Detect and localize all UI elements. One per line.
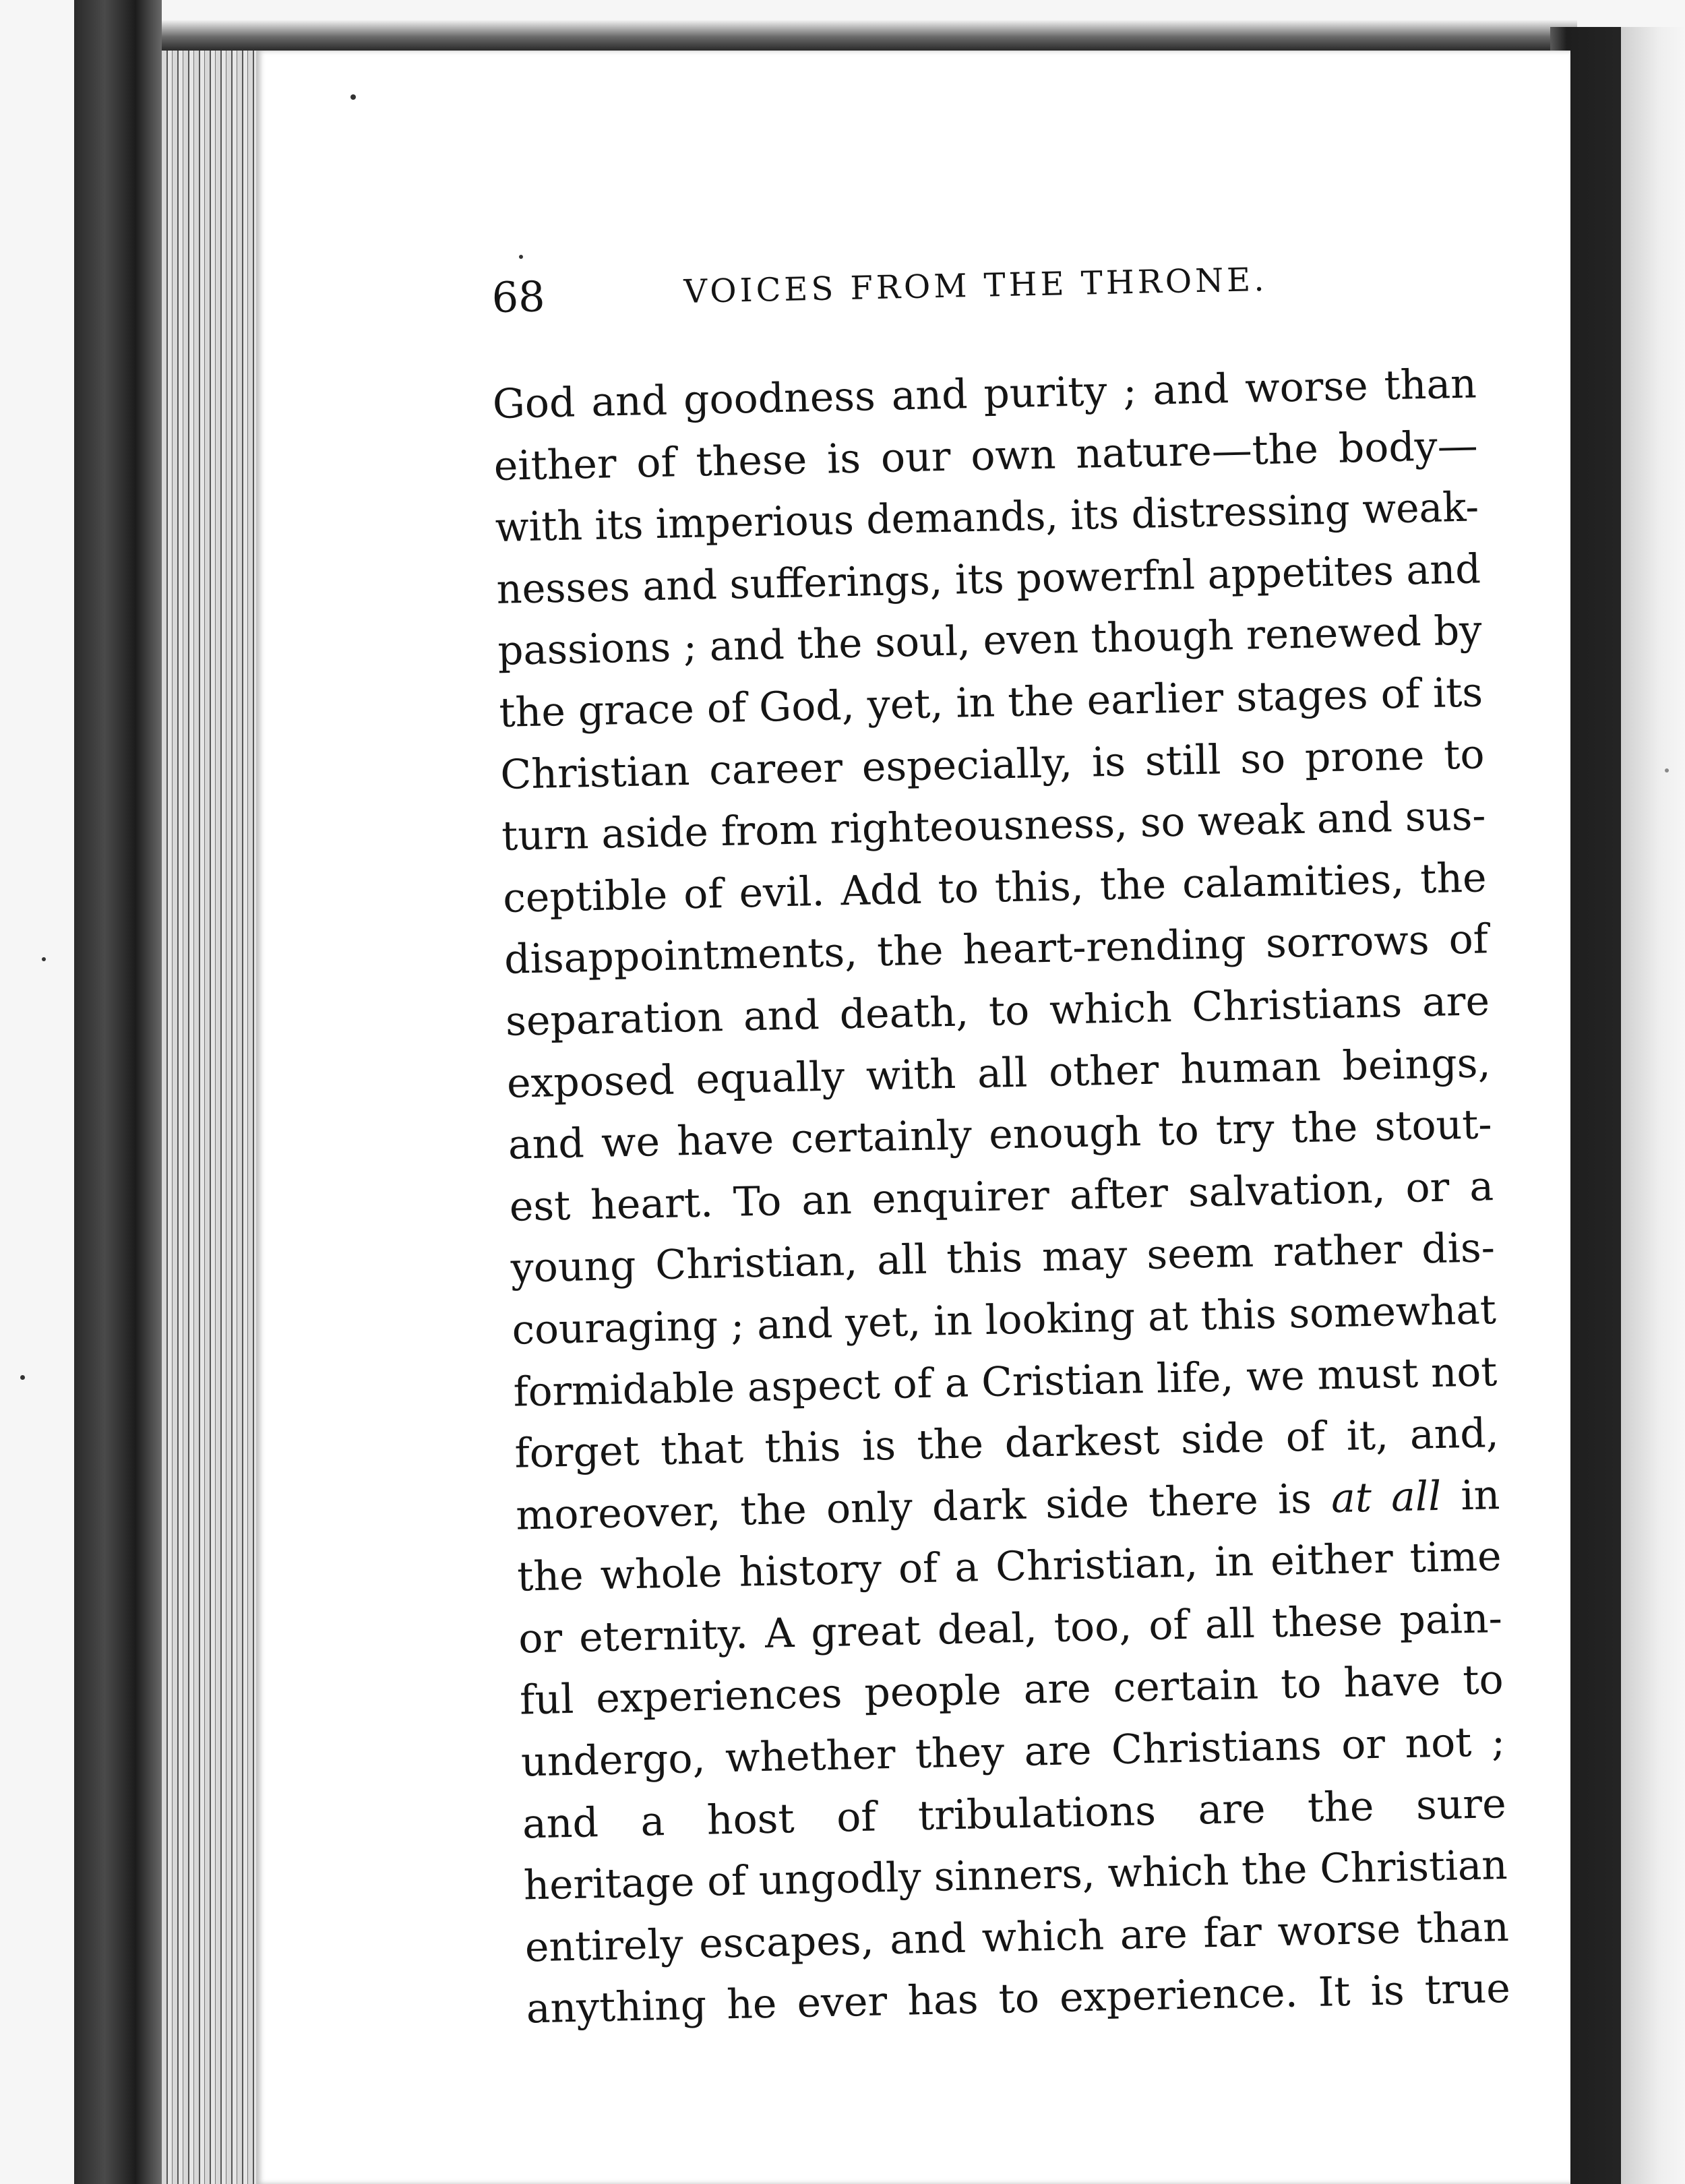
text-line: young Christian, all this may seem rather dis- (510, 1224, 1496, 1293)
italic-emphasis: at all (1330, 1472, 1442, 1522)
text-line: and we have certainly enough to try the stout- (508, 1101, 1493, 1169)
text-line: heritage of ungodly sinners, which the Christian (523, 1842, 1508, 1910)
text-line: with its imperious demands, its distressing weak- (495, 483, 1479, 552)
scan-speck (1665, 768, 1669, 772)
text-line: passions ; and the soul, even though renewed by (497, 607, 1483, 675)
text-line: separation and death, to which Christians are (505, 977, 1490, 1045)
book-top-edge (162, 20, 1577, 51)
scan-speck (20, 1375, 25, 1380)
page-number: 68 (491, 272, 546, 322)
text-line: God and goodness and purity ; and worse than (492, 360, 1477, 428)
text-line: nesses and sufferings, its powerfnl appetites and (495, 545, 1481, 613)
book-page (256, 51, 1570, 2184)
text-line: Christian career especially, is still so prone to (499, 730, 1485, 799)
text-line: ceptible of evil. Add to this, the calamities, the (502, 854, 1488, 922)
text-line: entirely escapes, and which are far worse than (524, 1903, 1510, 1972)
running-title: VOICES FROM THE THRONE. (683, 260, 1268, 311)
text-segment: moreover, the only dark side there is (515, 1474, 1332, 1540)
text-line: undergo, whether they are Christians or not ; (520, 1718, 1506, 1786)
text-line: disappointments, the heart-rending sorrows of (503, 915, 1489, 984)
scan-speck (519, 255, 523, 259)
text-line: est heart. To an enquirer after salvation, or a (509, 1162, 1494, 1231)
running-head (491, 252, 1504, 347)
text-line: forget that this is the darkest side of it, and, (514, 1409, 1500, 1478)
text-line: the whole history of a Christian, in either time (516, 1533, 1502, 1601)
stacked-page-edges (162, 51, 256, 2184)
text-line: ful experiences people are certain to have to (519, 1656, 1504, 1725)
text-line: couraging ; and yet, in looking at this somewhat (511, 1286, 1497, 1354)
text-line: and a host of tribulations are the sure (522, 1780, 1507, 1848)
scan-speck (350, 94, 356, 100)
text-segment: in (1440, 1471, 1500, 1520)
book-right-edge-light (1621, 27, 1685, 2184)
text-line: exposed equally with all other human beings, (506, 1039, 1492, 1108)
text-line: turn aside from righteousness, so weak and sus- (501, 792, 1487, 860)
text-line: the grace of God, yet, in the earlier stages of its (498, 669, 1483, 737)
text-line: either of these is our own nature—the body— (493, 421, 1479, 490)
scan-speck (42, 957, 46, 961)
body-text (492, 353, 1510, 2040)
book-binding-left (74, 0, 162, 2184)
text-line: formidable aspect of a Cristian life, we must not (512, 1347, 1498, 1416)
text-line: or eternity. A great deal, too, of all these pain- (518, 1594, 1503, 1663)
text-line: anything he ever has to experience. It is true (526, 1965, 1511, 2033)
